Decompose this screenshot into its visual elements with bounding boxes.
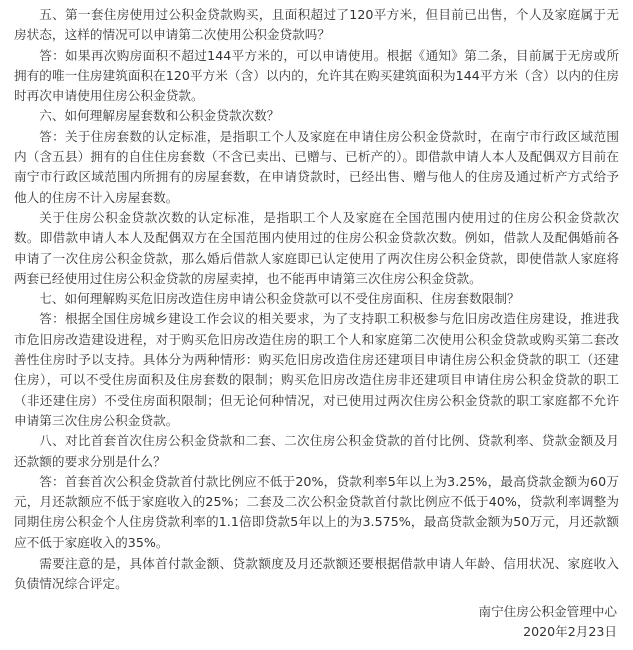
section-8-heading: 八、对比首套首次住房公积金贷款和二套、二次住房公积金贷款的首付比例、贷款利率、贷款金额及月还款额的要求分别是什么？ bbox=[14, 433, 619, 469]
section-8-answer: 答：首套首次公积金贷款首付款比例应不低于20%，贷款利率5年以上为3.25%，最高贷款金额为60万元，月还款额应不低于家庭收入的25%；二套及二次公积金贷款首付款比例应不低于40%，贷款利率调整为同期住房公积金个人住房贷款利率的1.1倍即贷款5年以上的为3.575%，最高贷款金额为50万元，月还款额应不低于家庭收入的35%。 bbox=[14, 473, 619, 550]
section-5-heading: 五、第一套住房使用过公积金贷款购买，且面积超过了120平方米，但目前已出售，个人及家庭属于无房状态，这样的情况可以申请第二次使用公积金贷款吗？ bbox=[14, 7, 619, 43]
issue-date: 2020年2月23日 bbox=[523, 624, 617, 639]
section-7-answer: 答：根据全国住房城乡建设工作会议的相关要求，为了支持职工积极参与危旧房改造住房建设，推进我市危旧房改造建设进程，对于购买危旧房改造住房的职工个人和家庭第二次使用公积金贷款或购买第二套改善性住房时予以支持。具体分为两种情形：购买危旧房改造住房还建项目申请住房公积金贷款的职工（还建住房），可以不受住房面积及住房套数的限制；购买危旧房改造住房非还建项目申请住房公积金贷款的职工（非还建住房）不受住房面积限制；但无论何种情况，对已使用过两次住房公积金贷款的职工家庭都不允许申请第三次住房公积金贷款。 bbox=[14, 311, 619, 428]
issuing-organization: 南宁住房公积金管理中心 bbox=[478, 604, 617, 619]
closing-note: 需要注意的是，具体首付款金额、贷款额度及月还款额还要根据借款申请人年龄、信用状况、家庭收入负债情况综合评定。 bbox=[14, 556, 619, 592]
section-6-heading: 六、如何理解房屋套数和公积金贷款次数？ bbox=[39, 108, 280, 124]
signature-block bbox=[478, 602, 617, 642]
section-7-heading: 七、如何理解购买危旧房改造住房申请公积金贷款可以不受住房面积、住房套数限制？ bbox=[39, 291, 520, 307]
article-body bbox=[14, 5, 619, 595]
section-6-answer-housing-count: 答：关于住房套数的认定标准，是指职工个人及家庭在申请住房公积金贷款时，在南宁市行政区域范围内（含五县）拥有的自住住房套数（不含已卖出、已赠与、已析产的）。即借款申请人本人及配偶双方目前在南宁市行政区域范围内所拥有的房屋套数，在申请贷款时，已经出售、赠与他人的住房及通过析产方式给予他人的住房不计入房屋套数。 bbox=[14, 128, 619, 205]
section-6-answer-loan-count: 关于住房公积金贷款次数的认定标准，是指职工个人及家庭在全国范围内使用过的住房公积金贷款次数。即借款申请人本人及配偶双方在全国范围内使用过的住房公积金贷款次数。例如，借款人及配偶婚前各申请了一次住房公积金贷款，那么婚后借款人家庭即已认定使用了两次住房公积金贷款，即使借款人家庭将两套已经使用过住房公积金贷款的房屋卖掉，也不能再申请第三次住房公积金贷款。 bbox=[14, 209, 619, 286]
section-5-answer: 答：如果再次购房面积不超过144平方米的，可以申请使用。根据《通知》第二条，目前属于无房或所拥有的唯一住房建筑面积在120平方米（含）以内的，允许其在购买建筑面积为144平方米（含）以内的住房时再次申请使用住房公积金贷款。 bbox=[14, 47, 619, 104]
